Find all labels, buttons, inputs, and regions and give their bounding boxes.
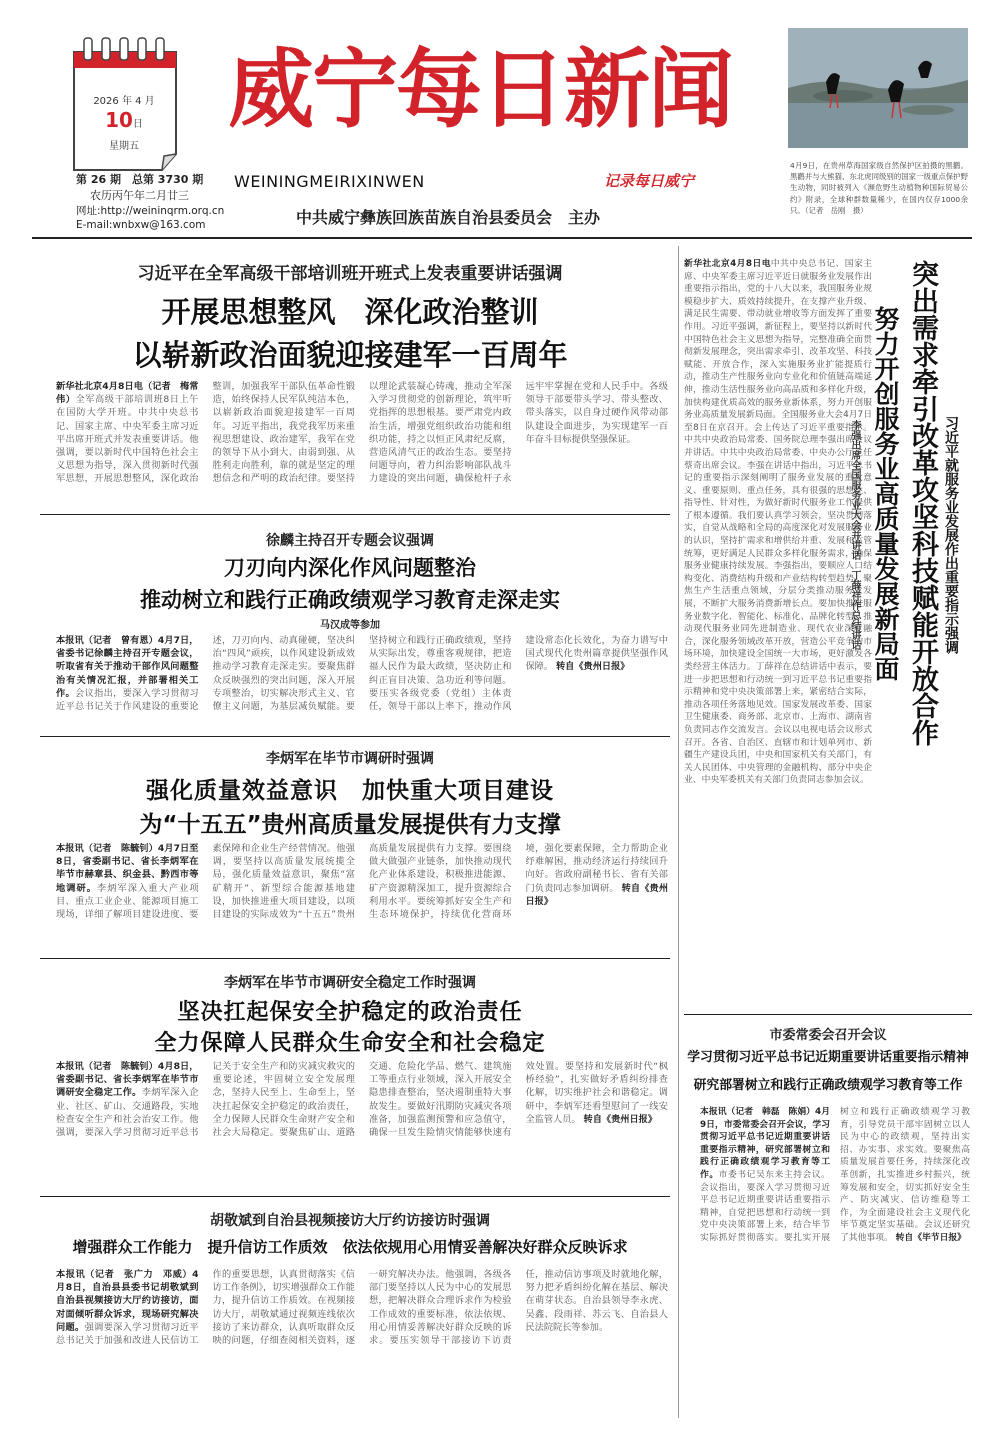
article-7-title-line-2: 研究部署树立和践行正确政绩观学习教育等工作 <box>693 1078 963 1093</box>
article-7-kicker: 市委常委会召开会议 <box>769 1028 887 1043</box>
article-4-kicker: 李炳军在毕节市调研安全稳定工作时强调 <box>224 975 476 991</box>
photo-caption: 4月9日，在贵州草海国家级自然保护区拍摄的黑鹳。黑鹳并与大熊猫、东北虎同级别的国家一级重点保护野生动物，同时被列入《濒危野生动植物种国际贸易公约》附录，全球种群数量稀少，在国内仅存1000余只。（记者 岳刚 摄） <box>790 161 968 215</box>
article-4-body <box>56 1060 668 1188</box>
date-day-row <box>84 108 164 132</box>
article-2-divider <box>40 736 670 737</box>
article-3-body <box>56 842 668 952</box>
article-4-divider <box>40 1196 670 1197</box>
sponsor-line: 中共威宁彝族回族苗族自治县委员会 主办 <box>296 208 601 227</box>
article-1-text: 全军高级干部培训班8日上午在国防大学开班。中共中央总书记、国家主席、中央军委主席习近平出席开班式并发表重要讲话。他强调，要以新时代中国特色社会主义思想为指导，深入贯彻新时代强军思想，开展思想整风，深化政治整训，加强我军干部队伍革命性锻造，始终保持人民军队纯洁本色，以崭新政治面貌迎接建军一百周年。习近平指出，我党我军历来重视思想建设、政治建军，我军在党的领导下从小到大、由弱到强、从胜利走向胜利，靠的就是坚定的理想信念和严明的政治纪律。要坚持以理论武装凝心铸魂，推动全军深入学习贯彻党的创新理论，筑牢听党指挥的思想根基。要严肃党内政治生活，增强党组织政治功能和组织功能，持之以恒正风肃纪反腐，营造风清气正的政治生态。要坚持问题导向，着力纠治影响部队战斗力建设的突出问题，确保枪杆子永远牢牢掌握在党和人民手中。各级领导干部要带头学习、带头整改、带头落实，以自身过硬作风带动部队建设全面进步，为实现建军一百年奋斗目标提供坚强保证。 <box>56 381 668 485</box>
article-2-kicker: 徐麟主持召开专题会议强调 <box>266 533 434 549</box>
article-6-title-line-2: 努力开创服务业高质量发展新局面 <box>871 306 900 681</box>
date-day: 10 <box>105 108 133 132</box>
article-7-source: 转自《毕节日报》 <box>895 1232 966 1243</box>
article-2-byline: 本报讯（记者 曾有恩）4月7日，省委书记徐麟主持召开专题会议，听取省有关于推动干部作风问题整治有关情况汇报，并部署相关工作。 <box>56 635 199 699</box>
article-6-subtitle: 李强出席全国服务业大会并讲话 丁薛祥作总结讲话 <box>849 420 860 650</box>
article-2-text: 会议指出，要深入学习贯彻习近平总书记关于作风建设的重要论述，刀刃向内、动真碰硬，坚决纠治“四风”顽疾，以作风建设新成效推动学习教育走深走实。要聚焦群众反映强烈的突出问题，深入开展专项整治，切实解决形式主义、官僚主义问题，为基层减负赋能。要坚持树立和践行正确政绩观，坚持从实际出发，尊重客观规律，把造福人民作为最大政绩，坚决防止和纠正盲目决策、急功近利等问题。要压实各级党委（党组）主体责任，领导干部以上率下，推动作风建设常态化长效化，为奋力谱写中国式现代化贵州篇章提供坚强作风保障。 <box>56 635 668 713</box>
article-3-source: 转自《贵州日报》 <box>525 882 668 907</box>
article-2-source: 转自《贵州日报》 <box>555 661 630 673</box>
article-7-body <box>700 1106 970 1416</box>
article-4-title-line-1: 坚决扛起保安全护稳定的政治责任 <box>177 1000 523 1025</box>
news-photo <box>788 28 968 148</box>
column-separator <box>678 246 679 1418</box>
article-2-body <box>56 634 668 728</box>
article-6-text: 中共中央总书记、国家主席、中央军委主席习近平近日就服务业发展作出重要指示指出，党的十八大以来，我国服务业规模稳步扩大、质效持续提升，在支撑产业升级、满足民生需要、带动就业增收等方面发挥了重要作用。习近平强调，新征程上，要坚持以新时代中国特色社会主义思想为指导，完整准确全面贯彻新发展理念，突出需求牵引、改革攻坚、科技赋能、开放合作，深入实施服务业扩能提质行动，推动生产性服务业向专业化和价值链高端延伸，推动生活性服务业向高品质和多样化升级，加快构建优质高效的服务业新体系，努力开创服务业高质量发展新局面。全国服务业大会4月7日至8日在京召开。会上传达了习近平重要指示。中共中央政治局常委、国务院总理李强出席会议并讲话。中共中央政治局常委、中央办公厅主任蔡奇出席会议。李强在讲话中指出，习近平总书记的重要指示深刻阐明了服务业发展的重大意义、重要原则、重点任务，具有很强的思想性、指导性、针对性，为做好新时代服务业工作提供了根本遵循。我们要认真学习领会，坚决贯彻落实，自觉从战略和全局的高度深化对发展服务业的认识，坚持扩需求和增供给并重、发展和监管统筹，更好满足人民群众多样化服务需求，确保服务业健康持续发展。李强指出，要顺应人口结构变化、消费结构升级和产业结构转型趋势，聚焦生产生活重点领域，分层分类推动服务业发展，不断扩大服务消费新增长点。要加快推进服务业数字化、智能化、标准化、品牌化转型，推动现代服务业同先进制造业、现代农业深度融合，深化服务领域改革开放，营造公平竞争的市场环境，加快建设全国统一大市场，更好激发各类经营主体活力。丁薛祥在总结讲话中表示，要进一步把思想和行动统一到习近平总书记重要指示精神和党中央决策部署上来，紧密结合实际，推动各项任务落地见效。国家发展改革委、国家卫生健康委、商务部、北京市、上海市、湖南省负责同志作交流发言。会议以电视电话会议形式召开。各省、自治区、直辖市和计划单列市、新疆生产建设兵团，中央和国家机关有关部门，有关人民团体、中央管理的金融机构、部分中央企业、中央军委机关有关部门负责同志参加会议。 <box>684 259 872 786</box>
article-4-text: 李炳军深入企业、社区、矿山、交通路段，实地检查安全生产和社会治安工作。他强调，要深入学习贯彻习近平总书记关于安全生产和防灾减灾救灾的重要论述，牢固树立安全发展理念，坚持人民至上、生命至上，坚决扛起保安全护稳定的政治责任，全力保障人民群众生命财产安全和社会大局稳定。要聚焦矿山、道路交通、危险化学品、燃气、建筑施工等重点行业领域，深入开展安全隐患排查整治，坚决遏制重特大事故发生。要做好汛期防灾减灾各项准备，加强监测预警和应急值守，确保一旦发生险情灾情能够快速有效处置。要坚持和发展新时代“枫桥经验”，扎实做好矛盾纠纷排查化解，切实维护社会和谐稳定。调研中，李炳军还看望慰问了一线安全监管人员。 <box>56 1061 668 1139</box>
article-6-divider <box>684 1014 972 1015</box>
masthead-divider <box>32 237 972 239</box>
article-7-title-line-1: 学习贯彻习近平总书记近期重要讲话重要指示精神 <box>687 1050 969 1065</box>
website-link[interactable]: 网址:http://weininqrm.orq.cn <box>76 205 225 217</box>
article-5-title-line-1: 增强群众工作能力 提升信访工作质效 依法依规用心用情妥善解决好群众反映诉求 <box>72 1238 628 1256</box>
masthead-title: 威宁每日新闻 <box>228 39 732 140</box>
article-2-title-line-2: 推动树立和践行正确政绩观学习教育走深走实 <box>140 588 560 612</box>
masthead-slogan: 记录每日威宁 <box>604 172 695 190</box>
article-1-title-line-1: 开展思想整风 深化政治整训 <box>161 295 539 329</box>
article-6-body <box>684 258 872 968</box>
email-link[interactable]: E-mail:wnbxw@163.com <box>76 219 206 231</box>
article-3-byline: 本报讯（记者 陈毓钊）4月7日至8日，省委副书记、省长李炳军在毕节市赫章县、织金县、黔西市等地调研。 <box>56 843 199 894</box>
article-5-byline: 本报讯（记者 张广力 邓威）4月8日，自治县县委书记胡敬斌到自治县视频接访大厅约访接访，面对面倾听群众诉求，现场研究解决问题。 <box>56 1269 199 1333</box>
article-6-title-line-1: 突出需求牵引改革攻坚科技赋能开放合作 <box>907 260 938 746</box>
article-5-kicker: 胡敬斌到自治县视频接访大厅约访接访时强调 <box>210 1213 490 1229</box>
article-3-title-line-1: 强化质量效益意识 加快重大项目建设 <box>146 778 554 804</box>
article-4-title-line-2: 全力保障人民群众生命安全和社会稳定 <box>154 1031 546 1056</box>
article-7-byline: 本报讯（记者 韩磊 陈娟）4月9日，市委常委会召开会议，学习贯彻习近平总书记近期重要讲话重要指示精神，研究部署树立和践行正确政绩观学习教育等工作。 <box>700 1107 830 1180</box>
article-4-byline: 本报讯（记者 陈毓钊）4月8日，省委副书记、省长李炳军在毕节市调研安全稳定工作。 <box>56 1061 199 1099</box>
article-3-text: 李炳军深入重大产业项目、重点工业企业、能源项目施工现场，详细了解项目建设进度、要素保障和企业生产经营情况。他强调，要坚持以高质量发展统揽全局，强化质量效益意识，聚焦“富矿精开”、新型综合能源基地建设，加快推进重大项目建设，以项目建设的实际成效为“十五五”贵州高质量发展提供有力支撑。要围绕做大做强产业链条，加快推动现代化产业体系建设，积极推进能源、矿产资源精深加工，提升资源综合利用水平。要统筹抓好安全生产和生态环境保护，持续优化营商环境，强化要素保障，全力帮助企业纾难解困，推动经济运行持续回升向好。省政府副秘书长、省有关部门负责同志参加调研。 <box>56 843 668 921</box>
article-6-kicker: 习近平就服务业发展作出重要指示强调 <box>943 416 959 654</box>
article-3-divider <box>40 958 670 959</box>
date-year-month: 2026 年 4 月 <box>93 96 155 107</box>
article-1-kicker: 习近平在全军高级干部培训班开班式上发表重要讲话强调 <box>137 264 563 284</box>
article-5-text: 强调要深入学习贯彻习近平总书记关于加强和改进人民信访工作的重要思想，认真贯彻落实《信访工作条例》，切实增强群众工作能力，提升信访工作质效。在视频接访大厅，胡敬斌通过视频连线依次接访了来访群众，认真听取群众反映的问题，仔细查阅相关资料，逐一研究解决办法。他强调，各级各部门要坚持以人民为中心的发展思想，把解决群众合理诉求作为检验工作成效的重要标准，依法依规、用心用情妥善解决好群众反映的诉求。要压实领导干部接访下访责任，推动信访事项及时就地化解，努力把矛盾纠纷化解在基层、解决在萌芽状态。自治县领导李永虎、吴鑫、段雨祥、苏云飞、自治县人民法院院长等参加。 <box>56 1269 668 1347</box>
issue-number: 第 26 期 总第 3730 期 <box>76 173 204 186</box>
date-day-unit: 日 <box>132 119 143 130</box>
article-5-body <box>56 1268 668 1416</box>
article-1-divider <box>40 514 670 515</box>
masthead-pinyin: WEININGMEIRIXINWEN <box>234 172 425 191</box>
lunar-date: 农历丙午年二月廿三 <box>90 189 189 202</box>
article-1-byline: 新华社北京4月8日电（记者 梅常伟） <box>56 381 199 406</box>
article-3-title-line-2: 为“十五五”贵州高质量发展提供有力支撑 <box>139 812 561 838</box>
article-2-subtitle: 马汉成等参加 <box>320 620 380 631</box>
article-2-title-line-1: 刀刃向内深化作风问题整治 <box>224 556 476 580</box>
article-6-byline: 新华社北京4月8日电 <box>684 259 771 269</box>
article-1-body <box>56 380 668 508</box>
article-1-title-line-2: 以崭新政治面貌迎接建军一百周年 <box>132 338 568 372</box>
article-7-text: 市委书记吴东来主持会议。会议指出，要深入学习贯彻习近平总书记近期重要讲话重要指示精神，自觉把思想和行动统一到党中央决策部署上来，结合毕节实际抓好贯彻落实。要扎实开展树立和践行正确政绩观学习教育，引导党员干部牢固树立以人民为中心的政绩观，坚持出实招、办实事、求实效。要聚焦高质量发展首要任务，持续深化改革创新，扎实推进乡村振兴，统筹发展和安全，切实抓好安全生产、防灾减灾、信访维稳等工作，为全面建设社会主义现代化毕节奠定坚实基础。会议还研究了其他事项。 <box>700 1107 970 1243</box>
date-weekday: 星期五 <box>109 141 139 152</box>
article-3-kicker: 李炳军在毕节市调研时强调 <box>266 751 434 767</box>
article-4-source: 转自《贵州日报》 <box>583 1113 658 1125</box>
